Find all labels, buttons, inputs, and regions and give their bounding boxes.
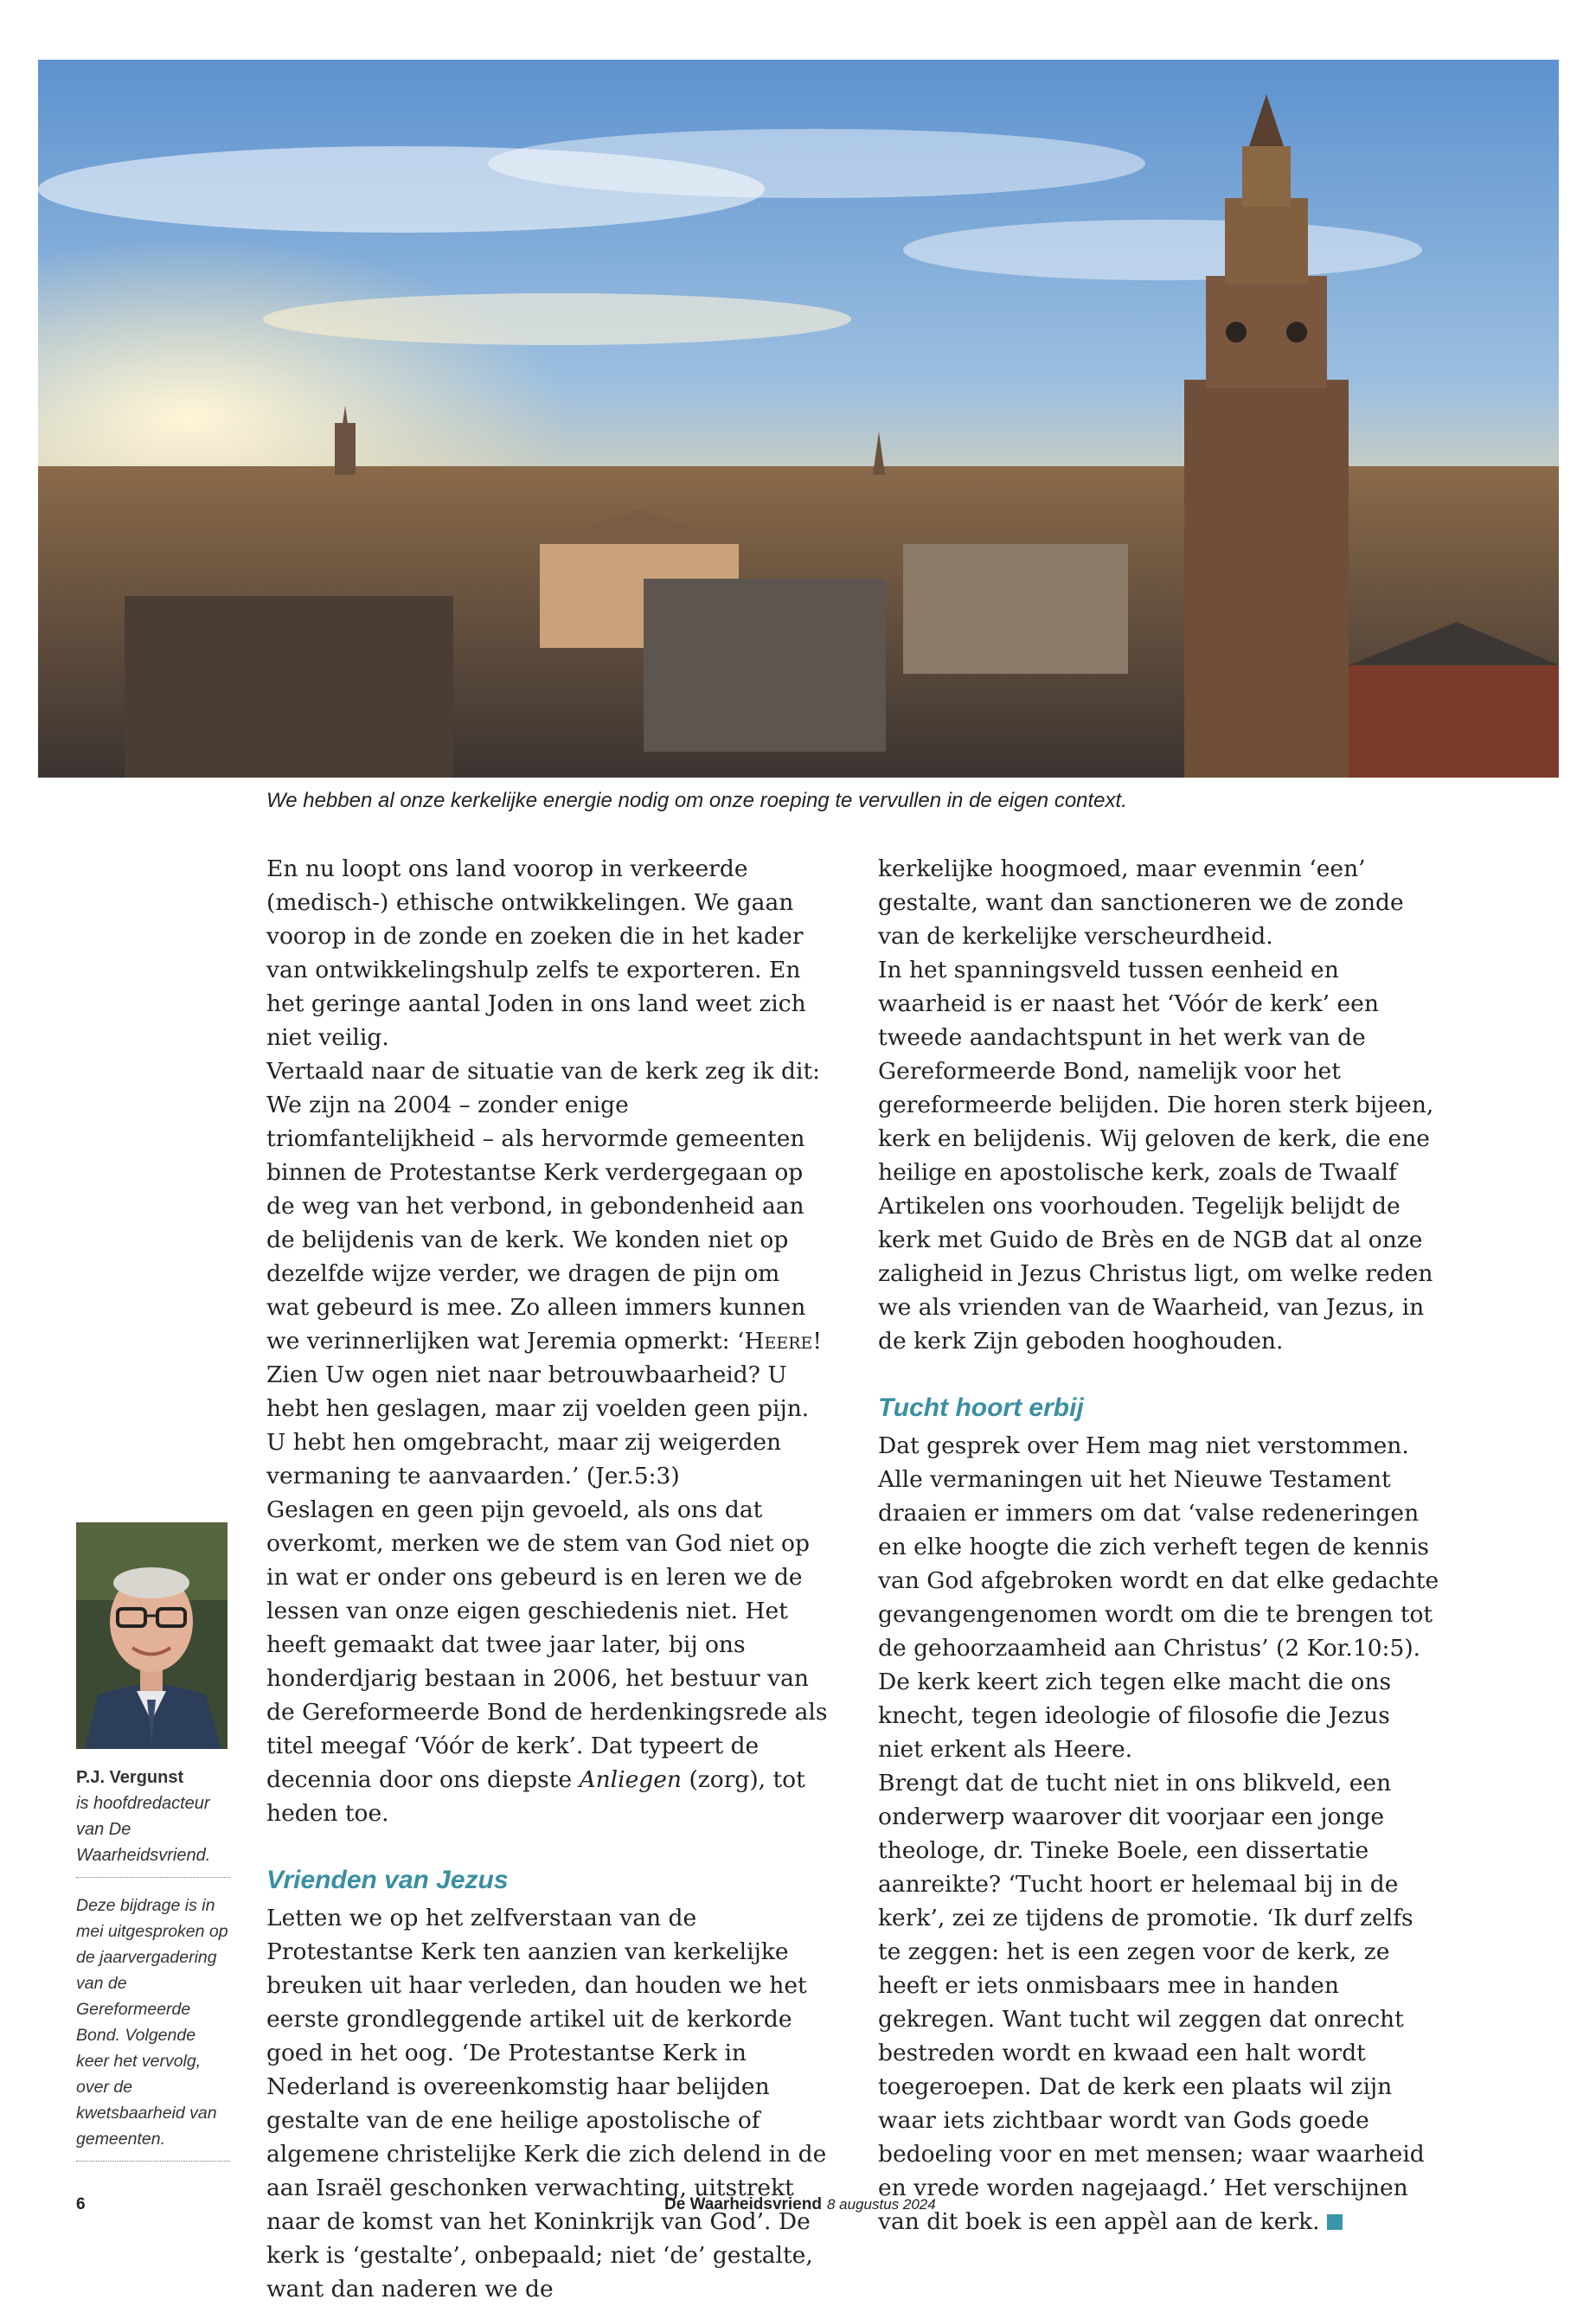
paragraph: Geslagen en geen pijn gevoeld, als ons dat overkomt, merken we de stem van God niet op in wat er onder ons gebeurd is en leren we de lessen van onze eigen geschiedenis niet. Het heeft gemaakt dat twee jaar later, bij ons honderdjarig bestaan in 2006, het bestuur van de Gereformeerde Bond de herdenkingsrede als titel meegaf ‘Vóór de kerk’. Dat typeert de decennia door ons diepste Anliegen (zorg), tot heden toe. (266, 1496, 828, 1827)
paragraph: Brengt dat de tucht niet in ons blikveld, een onderwerp waarover dit voorjaar een jonge theologe, dr. Tineke Boele, een dissertatie aanreikte? ‘Tucht hoort er helemaal bij in de kerk’, zei ze tijdens de promotie. ‘Ik durf zelfs te zeggen: het is een zegen voor de kerk, ze heeft er iets onmisbaars mee in handen gekregen. Want tucht wil zeggen dat onrecht bestreden wordt en kwaad een halt wordt toegeroepen. Dat de kerk een plaats wil zijn waar iets zichtbaar wordt van Gods goede bedoeling voor en met mensen; waar waarheid en vrede worden nagejaagd.’ Het verschijnen van dit boek is een appèl aan de kerk. (878, 1770, 1425, 2235)
paragraph: Letten we op het zelfverstaan van de Protestantse Kerk ten aanzien van kerkelijke breuken uit haar verleden, dan houden we het eerste grondleggende artikel uit de kerkorde goed in het oog. ‘De Protestantse Kerk in Nederland is overeenkomstig haar belijden gestalte van de ene heilige apostolische of algemene christelijke Kerk die zich delend in de aan Israël geschonken verwachting, uitstrekt naar de komst van het Koninkrijk van God’. De kerk is ‘gestalte’, onbepaald; niet ‘de’ gestalte, want dan naderen we de (266, 1905, 827, 2303)
paragraph: Vertaald naar de situatie van de kerk zeg ik dit: We zijn na 2004 – zonder enige triomfantelijkheid – als hervormde gemeenten binnen de Protestantse Kerk verdergegaan op de weg van het verbond, in gebondenheid aan de belijdenis van de kerk. We konden niet op dezelfde wijze verder, we dragen de pijn om wat gebeurd is mee. Zo alleen immers kunnen we verinnerlijken wat Jeremia opmerkt: ‘Heere! Zien Uw ogen niet naar betrouwbaarheid? U hebt hen geslagen, maar zij voelden geen pijn. U hebt hen omgebracht, maar zij weigerden vermaning te aanvaarden.’ (Jer.5:3) (266, 1058, 823, 1489)
article-column-1 (266, 852, 829, 2306)
paragraph: Dat gesprek over Hem mag niet verstommen. Alle vermaningen uit het Nieuwe Testament draaien er immers om dat ‘valse redeneringen en elke hoogte die zich verheft tegen de kennis van God afgebroken wordt en dat elke gedachte gevangengenomen wordt om die te brengen tot de gehoorzaamheid aan Christus’ (2 Kor.10:5). De kerk keert zich tegen elke macht die ons knecht, tegen ideologie of filosofie die Jezus niet erkent als Heere. (878, 1432, 1439, 1763)
author-role: is hoofdredacteur van De Waarheidsvriend. (76, 1794, 211, 1865)
photo-caption: We hebben al onze kerkelijke energie nodig om onze roeping te vervullen in de eigen context. (266, 789, 1127, 812)
section-heading: Vrienden van Jezus (266, 1866, 509, 1894)
footer-publication (664, 2195, 936, 2214)
article-column-2 (878, 852, 1440, 2239)
author-photo (76, 1522, 228, 1749)
author-note: Deze bijdrage is in mei uitgesproken op de jaarvergadering van de Gereformeerde Bond. Volgende keer het vervolg, over de kwetsbaarheid van gemeenten. (76, 1893, 230, 2162)
paragraph: In het spanningsveld tussen eenheid en waarheid is er naast het ‘Vóór de kerk’ een tweede aandachtspunt in het werk van de Gereformeerde Bond, namelijk voor het gereformeerde belijden. Die horen sterk bijeen, kerk en belijdenis. Wij geloven de kerk, die ene heilige en apostolische kerk, zoals de Twaalf Artikelen ons voorhouden. Tegelijk belijdt de kerk met Guido de Brès en de NGB dat al onze zaligheid in Jezus Christus ligt, om welke reden we als vrienden van de Waarheid, van Jezus, in de kerk Zijn geboden hooghouden. (878, 957, 1434, 1355)
magazine-name: De Waarheidsvriend (664, 2195, 822, 2213)
paragraph: kerkelijke hoogmoed, maar evenmin ‘een’ gestalte, want dan sanctioneren we de zonde van de kerkelijke verscheurdheid. (878, 855, 1404, 950)
city-skyline-photo (38, 60, 1559, 778)
author-portrait-icon (76, 1522, 228, 1749)
section-heading: Tucht hoort erbij (878, 1393, 1084, 1422)
hero-photo (38, 60, 1559, 778)
author-info (76, 1765, 230, 1878)
issue-date: 8 augustus 2024 (826, 2196, 936, 2213)
author-name: P.J. Vergunst (76, 1768, 184, 1787)
page-number: 6 (76, 2195, 86, 2213)
paragraph: En nu loopt ons land voorop in verkeerde (medisch-) ethische ontwikkelingen. We gaan voorop in de zonde en zoeken die in het kader van ontwikkelingshulp zelfs te exporteren. En het geringe aantal Joden in ons land weet zich niet veilig. (266, 855, 806, 1051)
end-mark-icon (1327, 2214, 1343, 2230)
